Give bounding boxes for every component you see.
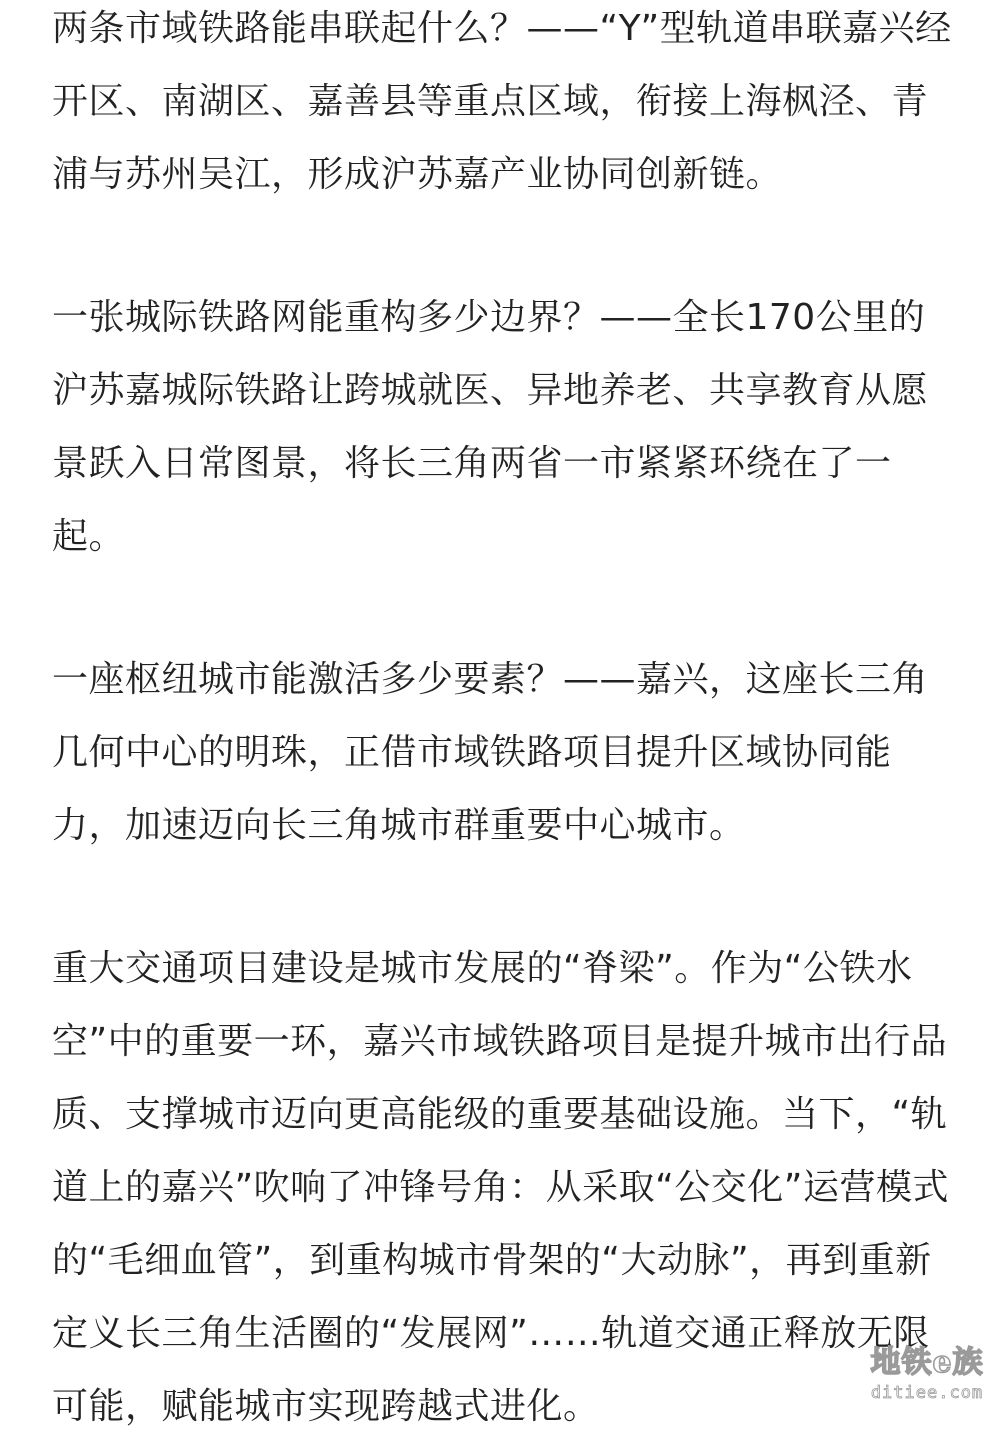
paragraph-hub-city: 一座枢纽城市能激活多少要素？——嘉兴，这座长三角几何中心的明珠，正借市域铁路项目提升区域协同能力，加速迈向长三角城市群重要中心城市。 [52, 659, 929, 846]
watermark-name: 地铁e族 [870, 1345, 984, 1380]
paragraph-intercity-network: 一张城际铁路网能重构多少边界？——全长170公里的沪苏嘉城际铁路让跨城就医、异地养老、共享教育从愿景跃入日常图景，将长三角两省一市紧紧环绕在了一起。 [52, 297, 929, 557]
watermark-url: ditiee.com [870, 1383, 984, 1403]
paragraph-transport-backbone: 重大交通项目建设是城市发展的“脊梁”。作为“公铁水空”中的重要一环，嘉兴市域铁路项目是提升城市出行品质、支撑城市迈向更高能级的重要基础设施。当下，“轨道上的嘉兴”吹响了冲锋号角：从采取“公交化”运营模式的“毛细血管”，到重构城市骨架的“大动脉”，再到重新定义长三角生活圈的“发展网”……轨道交通正释放无限可能，赋能城市实现跨越式进化。 [52, 948, 949, 1427]
site-watermark [862, 1344, 992, 1414]
article-body [52, 0, 952, 1443]
paragraph-railway-links: 两条市域铁路能串联起什么？——“Y”型轨道串联嘉兴经开区、南湖区、嘉善县等重点区域，衔接上海枫泾、青浦与苏州吴江，形成沪苏嘉产业协同创新链。 [52, 8, 952, 195]
